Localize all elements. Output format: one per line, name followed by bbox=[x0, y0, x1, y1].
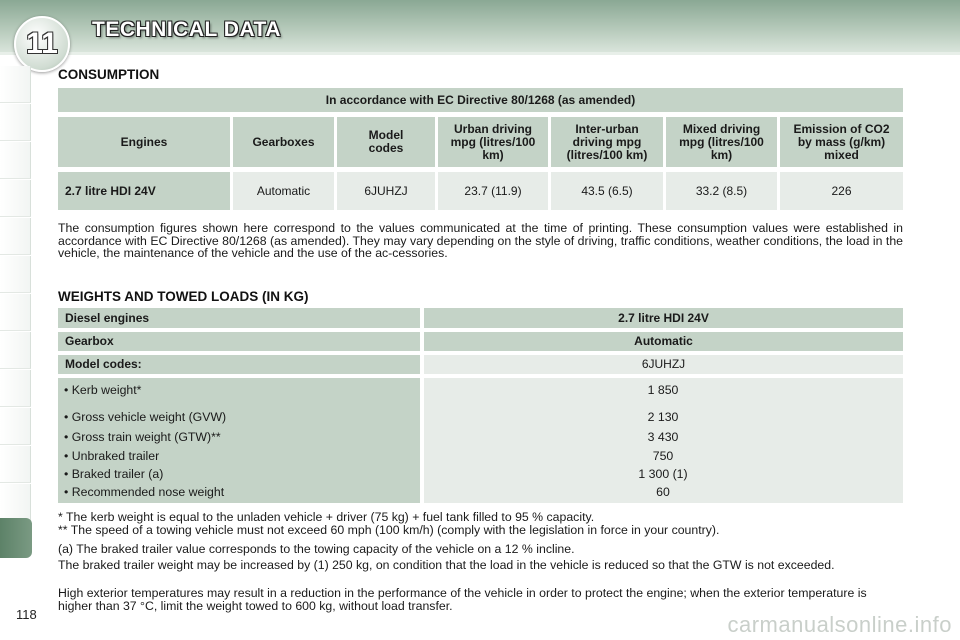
chapter-tab[interactable] bbox=[0, 256, 31, 293]
chapter-tab[interactable] bbox=[0, 484, 31, 521]
header-divider bbox=[0, 52, 960, 55]
col-mixed: Mixed driving mpg (litres/100 km) bbox=[666, 117, 777, 167]
diesel-engines-label: Diesel engines bbox=[58, 308, 420, 328]
weight-value: 750 bbox=[652, 449, 674, 463]
consumption-title: CONSUMPTION bbox=[58, 67, 160, 82]
gearbox-label: Gearbox bbox=[58, 332, 420, 351]
weight-label: • Unbraked trailer bbox=[64, 449, 160, 463]
col-inter-urban: Inter-urban driving mpg (litres/100 km) bbox=[551, 117, 663, 167]
row-engine: 2.7 litre HDI 24V bbox=[58, 172, 230, 210]
weight-label: • Kerb weight* bbox=[64, 383, 142, 397]
chapter-tab[interactable] bbox=[0, 294, 31, 331]
row-emission: 226 bbox=[780, 172, 903, 210]
row-gearbox: Automatic bbox=[233, 172, 334, 210]
page-number: 118 bbox=[16, 607, 37, 622]
chapter-tab[interactable] bbox=[0, 180, 31, 217]
col-gearboxes: Gearboxes bbox=[233, 117, 334, 167]
footnote-temperature: High exterior temperatures may result in a reduction in the performance of the vehicle in order to protect the engine; when the exterior temperature is higher than 37 °C, limit the weight towed to 600 kg, without load transfer. bbox=[58, 586, 867, 613]
chapter-tabs-strip bbox=[0, 66, 36, 556]
weight-label: • Gross train weight (GTW)** bbox=[64, 430, 221, 444]
directive-header: In accordance with EC Directive 80/1268 (as amended) bbox=[58, 88, 903, 112]
chapter-number-badge: 11 bbox=[14, 16, 70, 72]
col-model-codes: Model codes bbox=[337, 117, 435, 167]
chapter-tab[interactable] bbox=[0, 218, 31, 255]
row-model-code: 6JUHZJ bbox=[337, 172, 435, 210]
weights-title: WEIGHTS AND TOWED LOADS (IN KG) bbox=[58, 289, 309, 304]
watermark: carmanualsonline.info bbox=[727, 612, 952, 637]
weight-value: 1 850 bbox=[647, 383, 679, 397]
footnote-increase: The braked trailer weight may be increased by (1) 250 kg, on condition that the load in the vehicle is reduced so that the GTW is not exceeded. bbox=[58, 558, 835, 572]
footnote-braked-trailer: (a) The braked trailer value corresponds to the towing capacity of the vehicle on a 12 % incline. bbox=[58, 542, 575, 556]
footnote-speed: ** The speed of a towing vehicle must not exceed 60 mph (100 km/h) (comply with the legislation in force in your country). bbox=[58, 523, 720, 537]
model-codes-value: 6JUHZJ bbox=[424, 355, 903, 374]
weight-value: 3 430 bbox=[647, 430, 679, 444]
chapter-tab[interactable] bbox=[0, 370, 31, 407]
weight-label: • Gross vehicle weight (GVW) bbox=[64, 410, 227, 424]
page-title: TECHNICAL DATA bbox=[92, 18, 281, 41]
row-inter-urban: 43.5 (6.5) bbox=[551, 172, 663, 210]
chapter-tab[interactable] bbox=[0, 408, 31, 445]
col-emission: Emission of CO2 by mass (g/km) mixed bbox=[780, 117, 903, 167]
weight-label: • Recommended nose weight bbox=[64, 485, 225, 499]
chapter-tab[interactable] bbox=[0, 66, 31, 103]
weight-label: • Braked trailer (a) bbox=[64, 467, 164, 481]
gearbox-value: Automatic bbox=[424, 332, 903, 351]
weight-value: 60 bbox=[656, 485, 670, 499]
weight-value: 1 300 (1) bbox=[638, 467, 688, 481]
model-codes-label: Model codes: bbox=[58, 355, 420, 374]
col-engines: Engines bbox=[58, 117, 230, 167]
chapter-tab[interactable] bbox=[0, 332, 31, 369]
chapter-tab[interactable] bbox=[0, 104, 31, 141]
col-urban: Urban driving mpg (litres/100 km) bbox=[438, 117, 548, 167]
weight-value: 2 130 bbox=[647, 410, 679, 424]
diesel-engines-value: 2.7 litre HDI 24V bbox=[424, 308, 903, 328]
footnote-kerb: * The kerb weight is equal to the unladen vehicle + driver (75 kg) + fuel tank filled to 95 % capacity. bbox=[58, 510, 595, 524]
chapter-tab-active[interactable] bbox=[0, 518, 32, 558]
chapter-tab[interactable] bbox=[0, 142, 31, 179]
row-mixed: 33.2 (8.5) bbox=[666, 172, 777, 210]
row-urban: 23.7 (11.9) bbox=[438, 172, 548, 210]
consumption-note: The consumption figures shown here correspond to the values communicated at the time of printing. These consumption values were established in accordance with EC Directive 80/1268 (as amended). They may vary depending on the style of driving, traffic conditions, weather conditions, the load in the vehicle, the maintenance of the vehicle and the use of the ac-cessories. bbox=[58, 221, 903, 260]
chapter-tab[interactable] bbox=[0, 446, 31, 483]
